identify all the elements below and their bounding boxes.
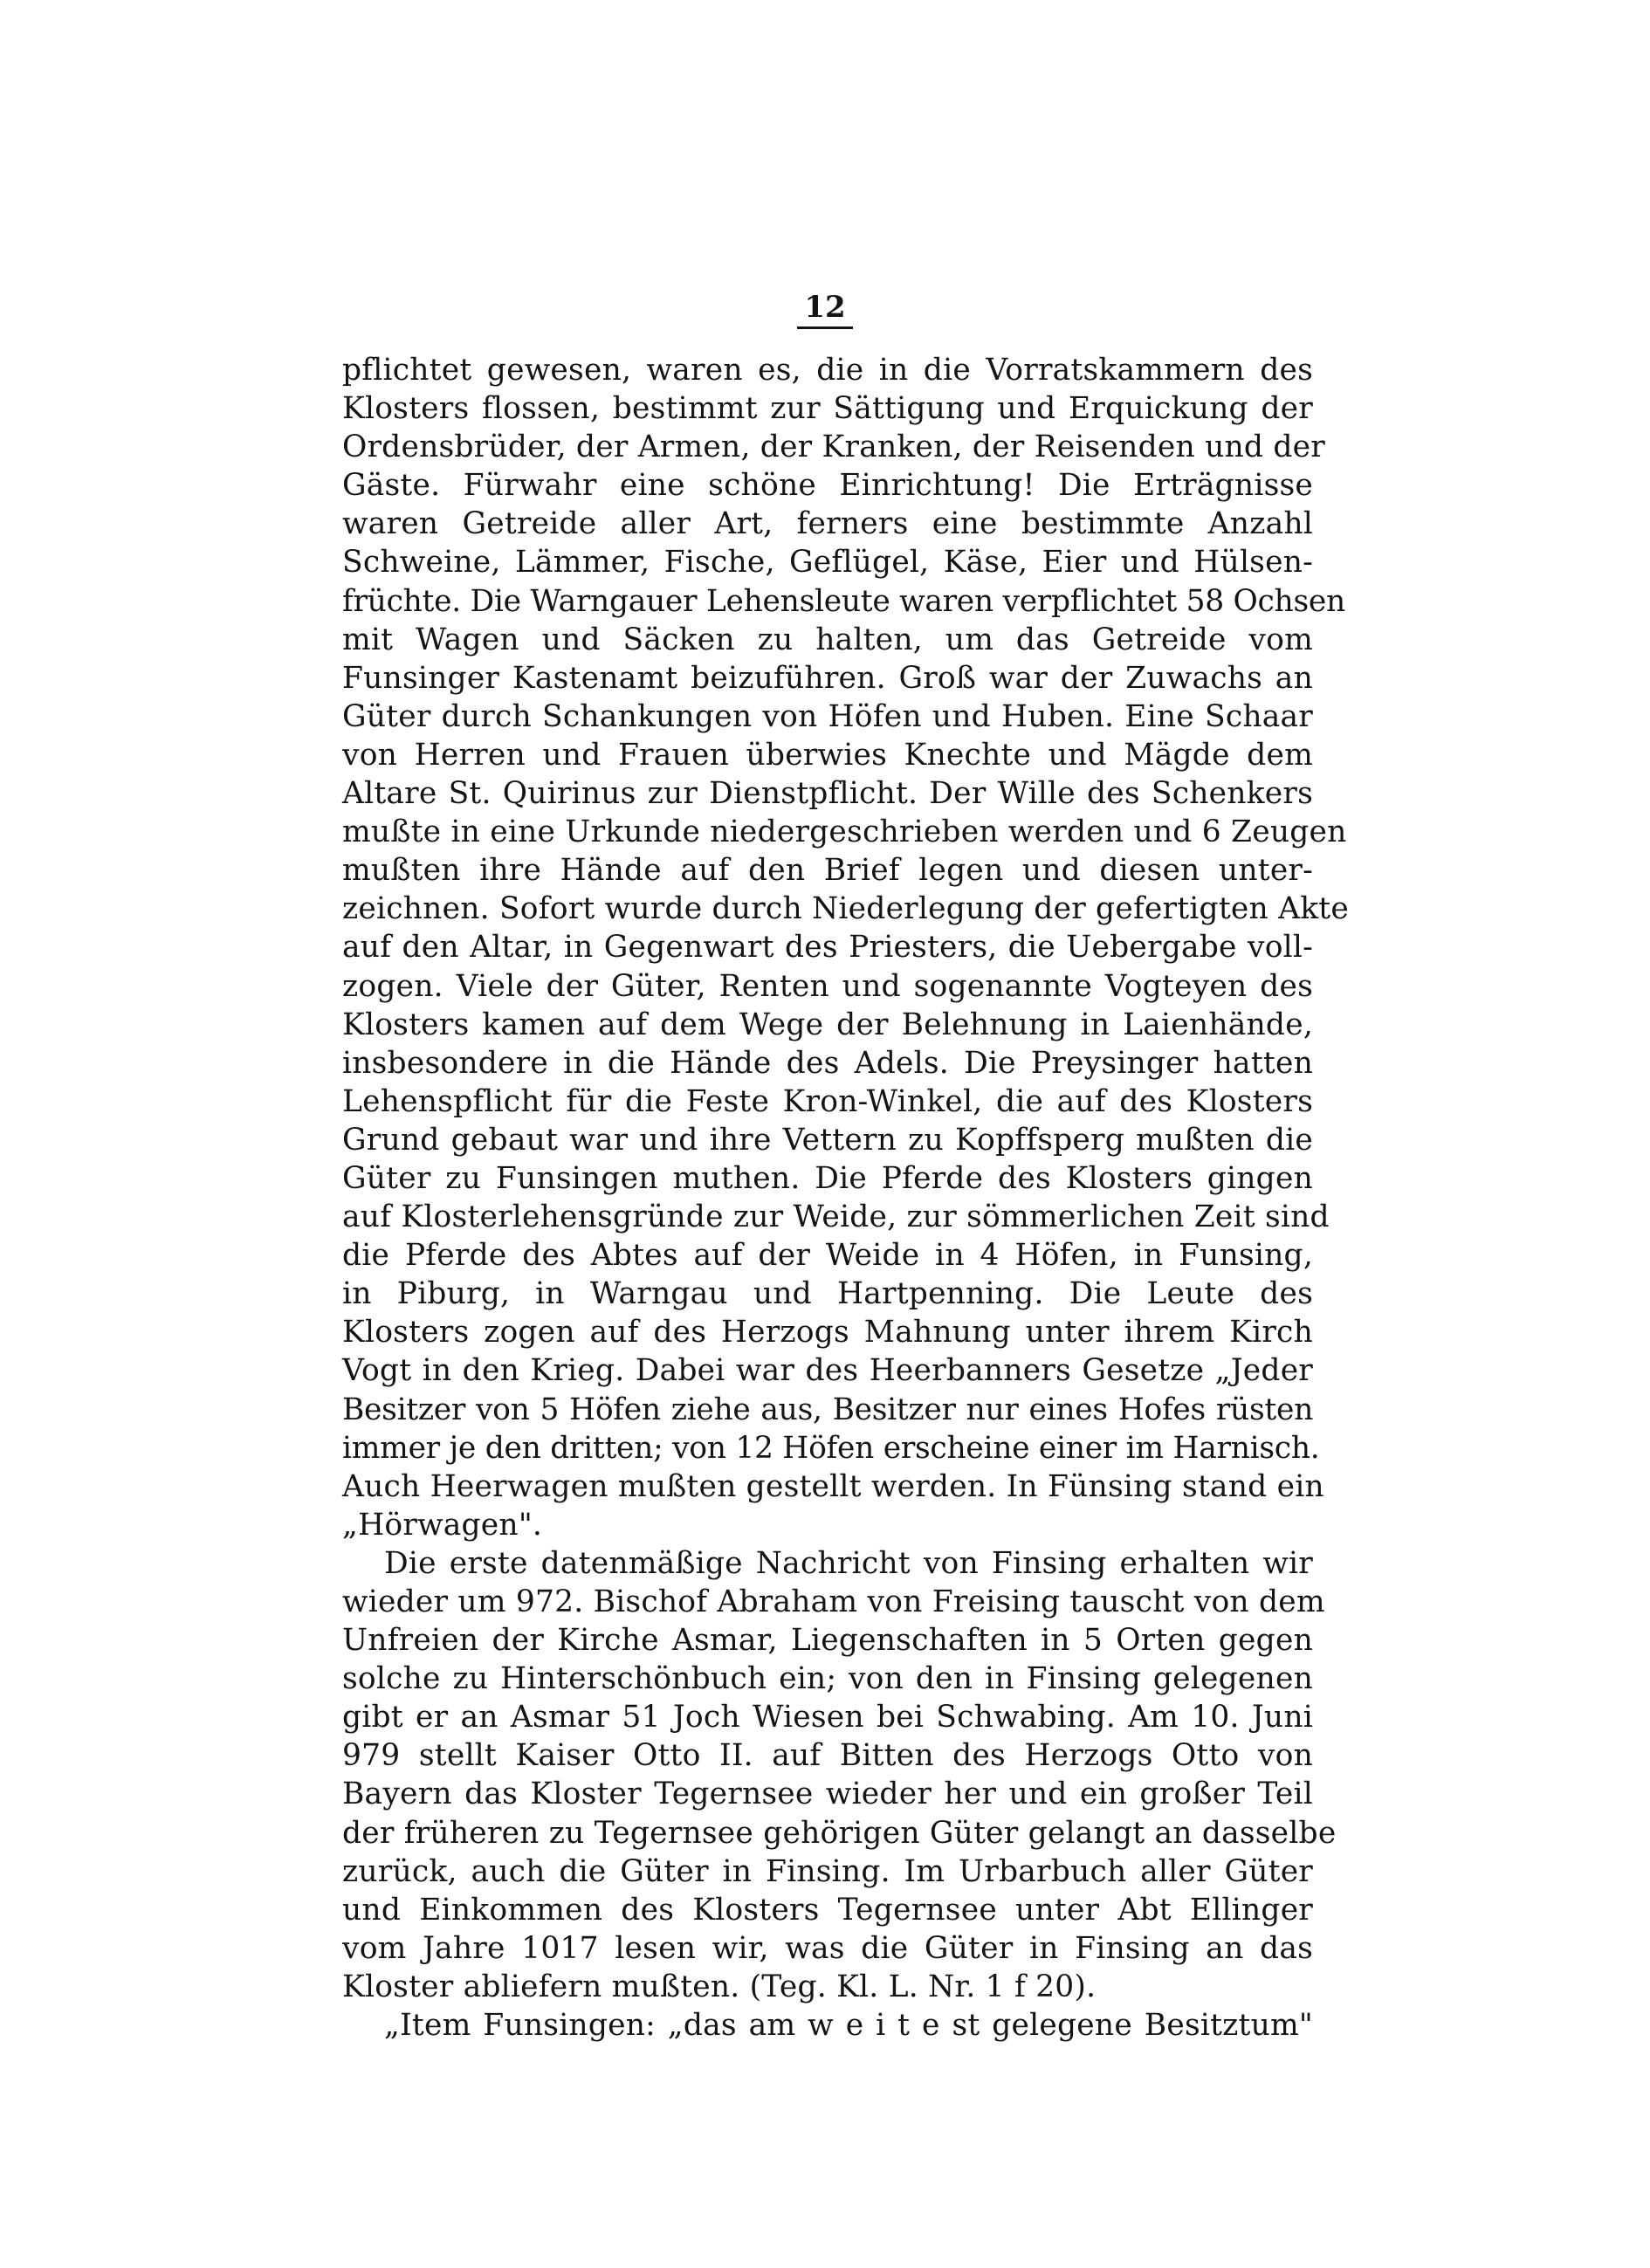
- text-line: auf den Altar, in Gegenwart des Priesters, die Uebergabe voll-: [342, 930, 1313, 966]
- text-line: auf Klosterlehensgründe zur Weide, zur sömmerlichen Zeit sind: [342, 1199, 1330, 1235]
- text-line: 979 stellt Kaiser Otto II. auf Bitten des Herzogs Otto von: [342, 1738, 1313, 1774]
- page-number-text: 12: [797, 290, 852, 329]
- text-line: Lehenspflicht für die Feste Kron-Winkel, die auf des Klosters: [342, 1083, 1313, 1119]
- text-line: in Piburg, in Warngau und Hartpenning. Die Leute des: [342, 1276, 1313, 1312]
- text-line: zurück, auch die Güter in Finsing. Im Urbarbuch aller Güter: [342, 1853, 1313, 1889]
- text-line: Funsinger Kastenamt beizuführen. Groß war der Zuwachs an: [342, 660, 1313, 696]
- text-line: Gäste. Fürwahr eine schöne Einrichtung! Die Erträgnisse: [342, 468, 1313, 504]
- text-line: zeichnen. Sofort wurde durch Niederlegung der gefertigten Akte: [342, 891, 1349, 927]
- text-line: Kloster abliefern mußten. (Teg. Kl. L. Nr. 1 f 20).: [342, 1969, 1097, 2004]
- text-line: Vogt in den Krieg. Dabei war des Heerbanners Gesetze „Jeder: [342, 1353, 1313, 1389]
- text-line: Bayern das Kloster Tegernsee wieder her und ein großer Teil: [342, 1777, 1313, 1812]
- page-number: [0, 290, 1650, 329]
- text-line: von Herren und Frauen überwies Knechte und Mägde dem: [342, 737, 1313, 773]
- text-line: Güter durch Schankungen von Höfen und Huben. Eine Schaar: [342, 698, 1313, 734]
- text-line: Altare St. Quirinus zur Dienstpflicht. Der Wille des Schenkers: [342, 776, 1313, 812]
- text-line: Die erste datenmäßige Nachricht von Finsing erhalten wir: [384, 1545, 1313, 1581]
- text-line: vom Jahre 1017 lesen wir, was die Güter in Finsing an das: [342, 1930, 1313, 1966]
- text-line: solche zu Hinterschönbuch ein; von den in Finsing gelegenen: [342, 1661, 1313, 1697]
- text-line: Schweine, Lämmer, Fische, Geflügel, Käse, Eier und Hülsen-: [342, 545, 1313, 581]
- text-line: wieder um 972. Bischof Abraham von Freising tauscht von dem: [342, 1584, 1325, 1619]
- text-line: Ordensbrüder, der Armen, der Kranken, der Reisenden und der: [342, 430, 1325, 465]
- text-line: Besitzer von 5 Höfen ziehe aus, Besitzer nur eines Hofes rüsten: [342, 1392, 1313, 1427]
- text-line: mußte in eine Urkunde niedergeschrieben werden und 6 Zeugen: [342, 814, 1347, 850]
- body-text: [342, 351, 1349, 2045]
- text-line: früchte. Die Warngauer Lehensleute waren verpflichtet 58 Ochsen: [342, 583, 1345, 619]
- text-line: immer je den dritten; von 12 Höfen erscheine einer im Harnisch.: [342, 1430, 1320, 1466]
- text-line: gibt er an Asmar 51 Joch Wiesen bei Schwabing. Am 10. Juni: [342, 1700, 1313, 1735]
- text-line: Unfreien der Kirche Asmar, Liegenschaften in 5 Orten gegen: [342, 1623, 1313, 1659]
- text-line: Güter zu Funsingen muthen. Die Pferde des Klosters gingen: [342, 1160, 1313, 1196]
- text-line: Klosters flossen, bestimmt zur Sättigung und Erquickung der: [342, 391, 1313, 427]
- text-line: insbesondere in die Hände des Adels. Die Preysinger hatten: [342, 1045, 1313, 1081]
- text-line: Klosters kamen auf dem Wege der Belehnung in Laienhände,: [342, 1007, 1313, 1042]
- text-line: zogen. Viele der Güter, Renten und sogenannte Vogteyen des: [342, 968, 1313, 1004]
- text-line: „Item Funsingen: „das am w e i t e st gelegene Besitztum": [384, 2008, 1313, 2044]
- text-line: Klosters zogen auf des Herzogs Mahnung unter ihrem Kirch: [342, 1315, 1313, 1350]
- text-line: die Pferde des Abtes auf der Weide in 4 Höfen, in Funsing,: [342, 1238, 1313, 1274]
- text-line: mußten ihre Hände auf den Brief legen und diesen unter-: [342, 853, 1313, 889]
- text-line: pflichtet gewesen, waren es, die in die Vorratskammern des: [342, 353, 1313, 388]
- text-line: der früheren zu Tegernsee gehörigen Güter gelangt an dasselbe: [342, 1815, 1337, 1851]
- text-line: waren Getreide aller Art, ferners eine bestimmte Anzahl: [342, 506, 1313, 542]
- text-line: „Hörwagen".: [342, 1507, 543, 1543]
- text-line: mit Wagen und Säcken zu halten, um das Getreide vom: [342, 622, 1313, 657]
- text-line: und Einkommen des Klosters Tegernsee unter Abt Ellinger: [342, 1892, 1313, 1928]
- text-line: Grund gebaut war und ihre Vettern zu Kopffsperg mußten die: [342, 1122, 1313, 1158]
- text-line: Auch Heerwagen mußten gestellt werden. In Fünsing stand ein: [342, 1468, 1324, 1504]
